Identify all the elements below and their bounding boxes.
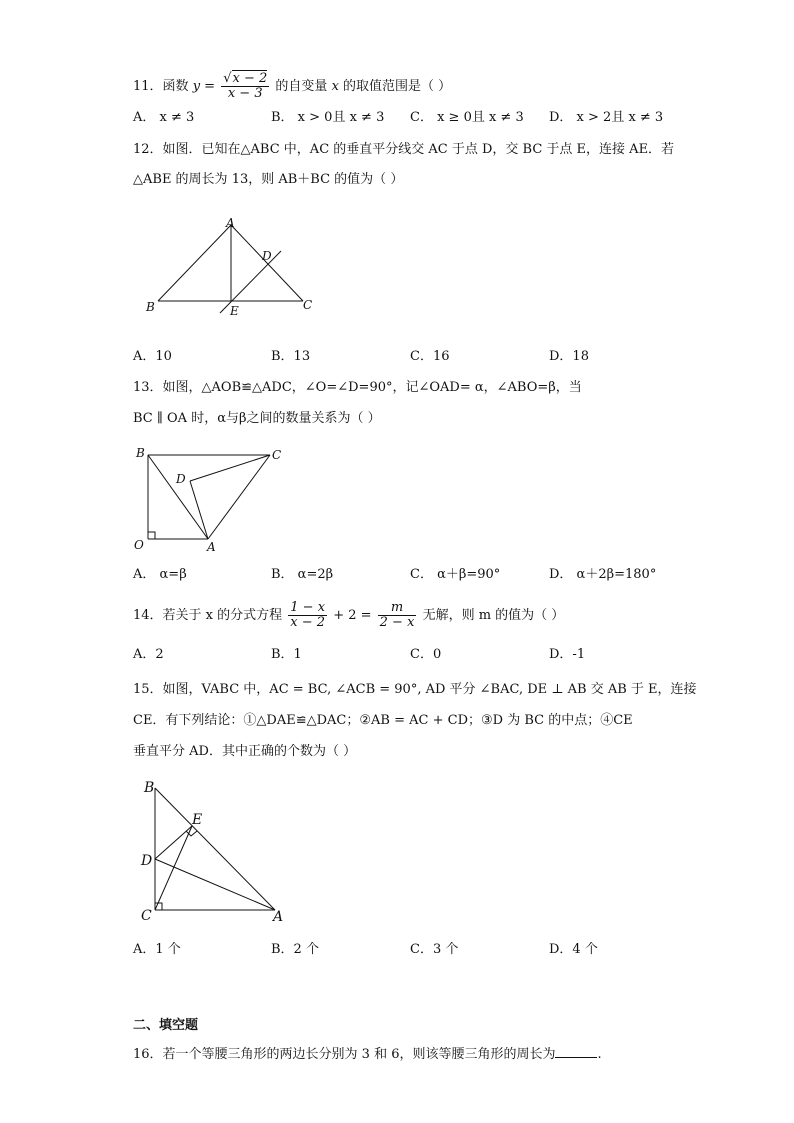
q15-option-b[interactable]: B．2 个 <box>271 942 319 957</box>
segment-dc <box>190 455 270 481</box>
segment-ab <box>158 225 231 301</box>
q11-option-a[interactable]: A． x ≠ 3 <box>133 110 195 125</box>
q14-fraction-1 <box>288 601 327 630</box>
q12-option-a[interactable]: A．10 <box>133 349 172 364</box>
question-11 <box>133 72 451 101</box>
q14-f1-den: x − 2 <box>290 615 326 630</box>
segment-ba <box>155 788 275 910</box>
q11-var: x <box>331 79 339 94</box>
label-b: B <box>144 780 155 796</box>
label-c: C <box>303 298 313 312</box>
label-a: A <box>207 540 216 554</box>
q11-suffix2: 的取值范围是（ ） <box>343 79 452 94</box>
section-heading: 二、填空题 <box>133 1018 199 1033</box>
segment-da <box>155 859 275 910</box>
q12-option-c[interactable]: C．16 <box>410 349 450 364</box>
q14-suffix: 无解，则 m 的值为（ ） <box>422 608 565 623</box>
q12-line-1: 12．如图．已知在△ABC 中，AC 的垂直平分线交 AC 于点 D，交 BC 于点 E，连接 AE．若 <box>133 142 675 157</box>
segment-ce <box>155 826 192 910</box>
question-14 <box>133 601 564 630</box>
q12-figure <box>140 215 325 320</box>
q11-fraction <box>221 72 269 101</box>
question-16 <box>133 1045 602 1064</box>
q15-figure <box>138 776 293 926</box>
q15-line-1: 15．如图，VABC 中，AC = BC, ∠ACB = 90°, AD 平分 ∠BAC, DE ⊥ AB 交 AB 于 E，连接 <box>133 682 697 697</box>
label-a: A <box>226 216 235 230</box>
q11-frac-den: x − 3 <box>227 86 263 101</box>
q14-mid: + 2 = <box>333 608 372 623</box>
q13-line-1: 13．如图，△AOB≌△ADC，∠O=∠D=90°，记∠OAD= α，∠ABO=β，当 <box>133 380 582 395</box>
q14-prefix: 14．若关于 x 的分式方程 <box>133 608 283 623</box>
q12-line-2: △ABE 的周长为 13，则 AB＋BC 的值为（ ） <box>133 172 404 187</box>
q11-prefix: 11．函数 <box>133 79 189 94</box>
q14-option-b[interactable]: B．1 <box>271 647 302 662</box>
q12-option-d[interactable]: D．18 <box>549 349 589 364</box>
right-angle-mark <box>148 532 155 539</box>
q14-option-d[interactable]: D．-1 <box>549 647 586 662</box>
q13-figure <box>130 443 295 555</box>
q13-line-2: BC ∥ OA 时，α与β之间的数量关系为（ ） <box>133 411 381 426</box>
q11-option-d[interactable]: D． x > 2且 x ≠ 3 <box>549 110 664 125</box>
q14-option-a[interactable]: A．2 <box>133 647 164 662</box>
q16-end: . <box>597 1047 602 1062</box>
q11-frac-num: x − 2 <box>232 71 268 86</box>
segment-da <box>190 481 208 539</box>
label-c: C <box>272 448 282 462</box>
q16-text: 16．若一个等腰三角形的两边长分别为 3 和 6，则该等腰三角形的周长为 <box>133 1047 556 1062</box>
segment-ba <box>148 455 208 539</box>
q14-f1-num: 1 − x <box>290 600 326 615</box>
label-e: E <box>192 812 203 828</box>
q13-option-d[interactable]: D． α＋2β=180° <box>549 567 657 582</box>
q14-f2-den: 2 − x <box>379 615 415 630</box>
q15-option-a[interactable]: A．1 个 <box>133 942 181 957</box>
label-o: O <box>134 538 144 552</box>
q11-suffix: 的自变量 <box>275 79 328 94</box>
q14-option-c[interactable]: C．0 <box>410 647 442 662</box>
label-a: A <box>273 909 284 925</box>
label-d: D <box>176 472 186 486</box>
q14-f2-num: m <box>378 601 417 616</box>
q13-option-a[interactable]: A． α=β <box>133 567 187 582</box>
label-e: E <box>230 304 239 318</box>
label-d: D <box>141 853 153 869</box>
q14-fraction-2 <box>378 601 417 630</box>
q15-line-2: CE．有下列结论：①△DAE≌△DAC；②AB = AC + CD；③D 为 BC 的中点；④CE <box>133 713 633 728</box>
q11-option-c[interactable]: C． x ≥ 0且 x ≠ 3 <box>410 110 524 125</box>
answer-blank[interactable] <box>555 1045 597 1058</box>
q15-option-d[interactable]: D．4 个 <box>549 942 598 957</box>
segment-ac <box>231 225 303 301</box>
label-d: D <box>262 249 272 263</box>
label-b: B <box>146 300 155 314</box>
sqrt-symbol: √ <box>223 71 232 86</box>
q13-option-b[interactable]: B． α=2β <box>271 567 334 582</box>
q11-option-b[interactable]: B． x > 0且 x ≠ 3 <box>271 110 385 125</box>
label-c: C <box>141 908 152 924</box>
q11-y-eq: y = <box>192 79 216 94</box>
q15-option-c[interactable]: C．3 个 <box>410 942 459 957</box>
q12-option-b[interactable]: B．13 <box>271 349 311 364</box>
label-b: B <box>136 446 145 460</box>
q15-line-3: 垂直平分 AD．其中正确的个数为（ ） <box>133 744 357 759</box>
q13-option-c[interactable]: C． α＋β=90° <box>410 567 501 582</box>
segment-ca <box>208 455 270 539</box>
